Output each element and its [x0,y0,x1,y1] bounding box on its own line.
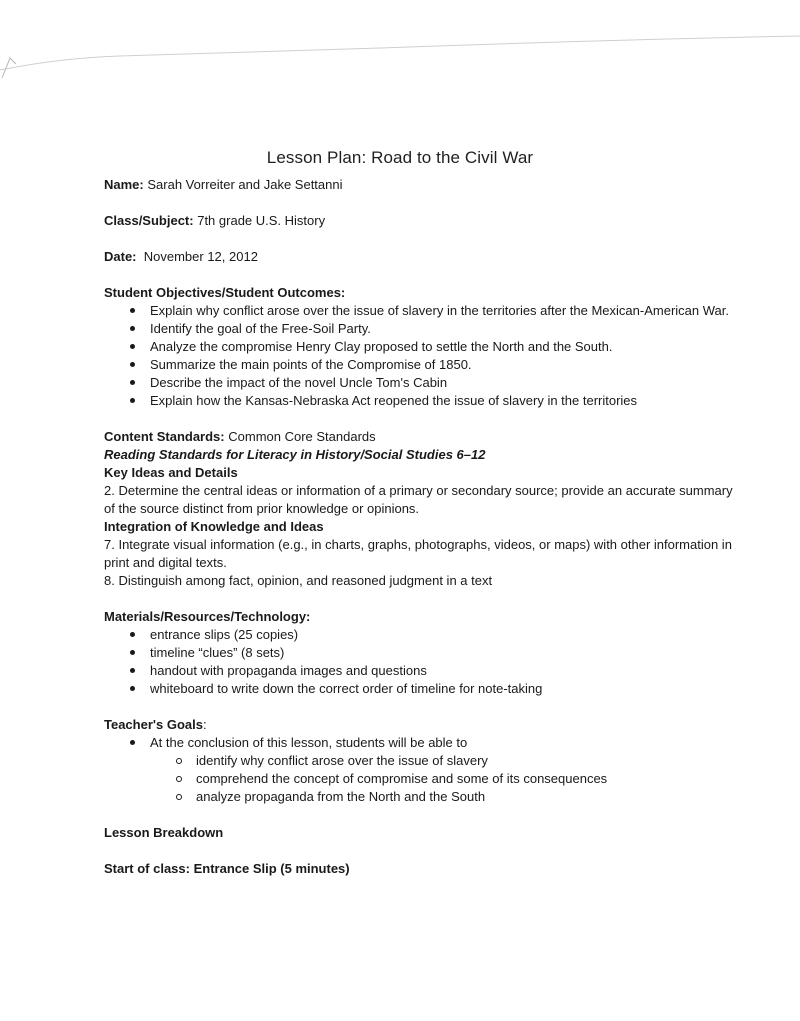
list-item: Describe the impact of the novel Uncle Tom's Cabin [128,374,744,392]
teacher-goals-colon: : [202,717,207,732]
list-item [128,734,744,806]
reading-standards-heading: Reading Standards for Literacy in History/Social Studies 6–12 [104,447,486,462]
list-item: whiteboard to write down the correct order of timeline for note-taking [128,680,744,698]
content-standards-field [104,428,744,446]
key-ideas-heading: Key Ideas and Details [104,465,238,480]
class-subject-value: 7th grade U.S. History [197,213,326,228]
list-item: Identify the goal of the Free-Soil Party. [128,320,744,338]
page-title: Lesson Plan: Road to the Civil War [266,148,534,167]
date-value: November 12, 2012 [143,249,258,264]
sub-list-item: identify why conflict arose over the issue of slavery [174,752,744,770]
content-standards-value: Common Core Standards [228,429,376,444]
list-item: Summarize the main points of the Compromise of 1850. [128,356,744,374]
sub-list-item: comprehend the concept of compromise and some of its consequences [174,770,744,788]
name-label: Name: [104,177,144,192]
integration-text-8: 8. Distinguish among fact, opinion, and reasoned judgment in a text [104,573,493,588]
class-subject-label: Class/Subject: [104,213,194,228]
date-field [104,248,744,266]
lesson-breakdown-heading: Lesson Breakdown [104,825,224,840]
teacher-goals-field [104,716,744,734]
teacher-goals-heading: Teacher's Goals [104,717,203,732]
name-field [104,176,744,194]
teacher-goals-sublist [150,752,744,806]
list-item: Analyze the compromise Henry Clay proposed to settle the North and the South. [128,338,744,356]
integration-text-7: 7. Integrate visual information (e.g., in charts, graphs, photographs, videos, or maps) with other information in print and digital texts. [104,537,732,570]
class-subject-field [104,212,744,230]
teacher-goals-list [104,734,744,806]
start-of-class-heading: Start of class: Entrance Slip (5 minutes) [104,861,350,876]
document-body [104,176,744,878]
sub-list-item: analyze propaganda from the North and the South [174,788,744,806]
list-item: Explain how the Kansas-Nebraska Act reopened the issue of slavery in the territories [128,392,744,410]
objectives-list [104,302,744,410]
materials-list [104,626,744,698]
list-item: timeline “clues” (8 sets) [128,644,744,662]
content-standards-label: Content Standards: [104,429,225,444]
name-value: Sarah Vorreiter and Jake Settanni [147,177,343,192]
integration-heading: Integration of Knowledge and Ideas [104,519,324,534]
objectives-heading: Student Objectives/Student Outcomes: [104,285,346,300]
teacher-goals-intro: At the conclusion of this lesson, students will be able to [150,735,468,750]
list-item: handout with propaganda images and questions [128,662,744,680]
list-item: entrance slips (25 copies) [128,626,744,644]
list-item: Explain why conflict arose over the issue of slavery in the territories after the Mexican-American War. [128,302,744,320]
date-label: Date: [104,249,137,264]
key-ideas-text: 2. Determine the central ideas or information of a primary or secondary source; provide an accurate summary of the source distinct from prior knowledge or opinions. [104,483,733,516]
materials-heading: Materials/Resources/Technology: [104,609,311,624]
